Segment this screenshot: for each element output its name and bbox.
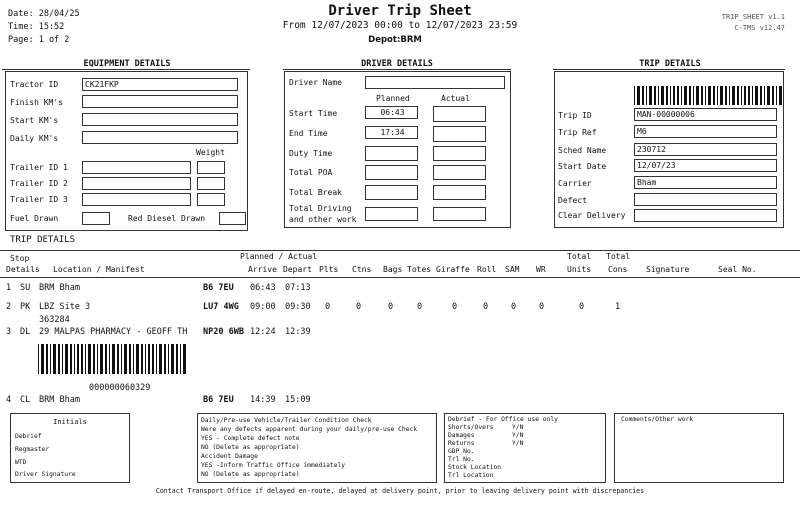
office-damages-value: Y/N	[512, 432, 524, 439]
col-sam: SAM	[505, 265, 520, 274]
check-line-3: YES - Complete defect note	[201, 435, 300, 442]
trailer3-weight-field[interactable]	[197, 193, 225, 206]
depart-time: 09:30	[285, 302, 311, 312]
driving-actual-field[interactable]	[433, 207, 486, 221]
col-seal: Seal No.	[718, 265, 757, 274]
trip-ref-field[interactable]: M6	[634, 125, 777, 138]
defect-field[interactable]	[634, 193, 777, 206]
wr-value: 0	[539, 302, 545, 312]
giraffe-value: 0	[452, 302, 458, 312]
manifest-number: 363284	[39, 315, 70, 325]
trip-barcode	[634, 86, 784, 105]
check-line-6: YES -Inform Traffic Office immediately	[201, 462, 346, 469]
arrive-time: 12:24	[250, 327, 276, 337]
col-bags: Bags	[383, 265, 403, 274]
initials-debrief: Debrief	[15, 433, 42, 440]
trip-ref-label: Trip Ref	[558, 128, 597, 137]
stop-type: CL	[20, 395, 31, 405]
stop-location: BRM Bham	[39, 395, 80, 405]
total-driving-label-1: Total Driving	[289, 204, 352, 213]
col-arrive: Arrive	[248, 265, 277, 274]
total-driving-label-2: and other work	[289, 215, 357, 224]
vehicle-reg: NP20 6WB	[203, 327, 244, 337]
defect-label: Defect	[558, 196, 587, 205]
trailer2-weight-field[interactable]	[197, 177, 225, 190]
col-total-units-2: Units	[567, 265, 592, 274]
office-returns-label: Returns	[448, 440, 475, 447]
stop-location: 29 MALPAS PHARMACY - GEOFF TH	[39, 327, 188, 337]
start-km-label: Start KM's	[10, 116, 59, 125]
depart-time: 15:09	[285, 395, 311, 405]
col-roll: Roll	[477, 265, 497, 274]
units-value: 0	[579, 302, 585, 312]
arrive-time: 09:00	[250, 302, 276, 312]
daily-km-label: Daily KM's	[10, 134, 59, 143]
stop-type: PK	[20, 302, 31, 312]
trip-details-title: TRIP DETAILS	[10, 235, 76, 245]
sched-label: Sched Name	[558, 146, 607, 155]
start-date-field[interactable]: 12/07/23	[634, 159, 777, 172]
initials-wtd: WTD	[15, 459, 27, 466]
initials-regmaster: Regmaster	[15, 446, 50, 453]
tractor-label: Tractor ID	[10, 80, 59, 89]
stop-number: 2	[6, 302, 12, 312]
check-line-4: NO (Delete as appropriate)	[201, 444, 300, 451]
trailer1-field[interactable]	[82, 161, 191, 174]
sam-value: 0	[511, 302, 517, 312]
equipment-title: EQUIPMENT DETAILS	[83, 59, 171, 69]
trailer3-label: Trailer ID 3	[10, 195, 68, 204]
driving-planned-field[interactable]	[365, 207, 418, 221]
col-location: Location / Manifest	[53, 265, 145, 274]
daily-km-field[interactable]	[82, 131, 238, 144]
plts-value: 0	[325, 302, 331, 312]
document-title: Driver Trip Sheet	[328, 3, 472, 19]
col-totes: Totes	[407, 265, 432, 274]
ctns-value: 0	[356, 302, 362, 312]
system-version: C-TMS v12.47	[734, 24, 785, 32]
start-time-label: Start Time	[289, 109, 338, 118]
roll-value: 0	[483, 302, 489, 312]
break-planned-field[interactable]	[365, 185, 418, 200]
sched-field[interactable]: 230712	[634, 143, 777, 156]
duty-actual-field[interactable]	[433, 146, 486, 161]
check-line-5: Accident Damage	[201, 453, 258, 460]
finish-km-field[interactable]	[82, 95, 238, 108]
poa-planned-field[interactable]	[365, 165, 418, 180]
office-stock-location-label: Stock Location	[448, 464, 502, 471]
start-date-label: Start Date	[558, 162, 607, 171]
trailer2-field[interactable]	[82, 177, 191, 190]
depart-time: 07:13	[285, 283, 311, 293]
stop-type: SU	[20, 283, 31, 293]
fuel-label: Fuel Drawn	[10, 214, 59, 223]
check-line-2: Were any defects apparent during your daily/pre-use Check	[201, 426, 418, 433]
col-stop: Stop	[10, 254, 30, 263]
col-total-units-1: Total	[567, 252, 592, 261]
carrier-field[interactable]: Bham	[634, 176, 777, 189]
col-signature: Signature	[646, 265, 690, 274]
trip-id-field[interactable]: MAN-00000006	[634, 108, 777, 121]
red-diesel-field[interactable]	[219, 212, 246, 225]
col-ctns: Ctns	[352, 265, 372, 274]
col-total-cons-1: Total	[606, 252, 631, 261]
comments-box[interactable]	[614, 413, 784, 483]
end-actual-field[interactable]	[433, 126, 486, 142]
driver-title: DRIVER DETAILS	[361, 59, 433, 69]
stop-barcode	[38, 344, 188, 374]
office-shorts-value: Y/N	[512, 424, 524, 431]
comments-title: Comments/Other work	[621, 416, 694, 423]
fuel-field[interactable]	[82, 212, 110, 225]
break-actual-field[interactable]	[433, 185, 486, 200]
col-wr: WR	[536, 265, 546, 274]
office-trl-label: Trl No.	[448, 456, 475, 463]
stop-number: 1	[6, 283, 12, 293]
office-returns-value: Y/N	[512, 440, 524, 447]
finish-km-label: Finish KM's	[10, 98, 63, 107]
footer-note: Contact Transport Office if delayed en-route, delayed at delivery point, prior to leaving delivery point with discrepancies	[155, 487, 645, 495]
tractor-id-field[interactable]: CK21FKP	[82, 78, 238, 91]
col-plts: Plts	[319, 265, 339, 274]
date-range: From 12/07/2023 00:00 to 12/07/2023 23:59	[282, 20, 518, 31]
vehicle-reg: B6 7EU	[203, 283, 234, 293]
check-line-7: NO (Delete as appropriate)	[201, 471, 300, 478]
depart-time: 12:39	[285, 327, 311, 337]
vehicle-reg: LU7 4WG	[203, 302, 239, 312]
driver-name-label: Driver Name	[289, 78, 342, 87]
trip-id-label: Trip ID	[558, 111, 592, 120]
office-gdp-label: GDP No.	[448, 448, 475, 455]
clear-delivery-label: Clear Delivery	[558, 211, 626, 220]
depot: Depot:BRM	[368, 35, 422, 45]
clear-delivery-field[interactable]	[634, 209, 777, 222]
initials-driver-signature: Driver Signature	[15, 471, 76, 478]
duty-time-label: Duty Time	[289, 149, 333, 158]
stop-type: DL	[20, 327, 31, 337]
stop-number: 4	[6, 395, 12, 405]
stop-location: BRM Bham	[39, 283, 80, 293]
page-number: Page: 1 of 2	[8, 35, 70, 45]
col-total-cons-2: Cons	[608, 265, 628, 274]
initials-title: Initials	[53, 418, 87, 426]
form-id: TRIP_SHEET v1.1	[721, 13, 785, 21]
trailer3-field[interactable]	[82, 193, 191, 206]
arrive-time: 14:39	[250, 395, 276, 405]
start-km-field[interactable]	[82, 113, 238, 126]
office-use-box	[444, 413, 606, 483]
initials-box	[10, 413, 130, 483]
check-line-1: Daily/Pre-use Vehicle/Trailer Condition Check	[201, 417, 372, 424]
arrive-time: 06:43	[250, 283, 276, 293]
vehicle-reg: B6 7EU	[203, 395, 234, 405]
totes-value: 0	[417, 302, 423, 312]
print-time: Time: 15:52	[8, 22, 65, 32]
planned-label: Planned	[376, 94, 410, 103]
driver-name-field[interactable]	[365, 76, 505, 89]
actual-label: Actual	[441, 94, 470, 103]
total-poa-label: Total POA	[289, 168, 333, 177]
total-break-label: Total Break	[289, 188, 342, 197]
bags-value: 0	[388, 302, 394, 312]
col-planned-actual: Planned / Actual	[240, 252, 318, 261]
start-actual-field[interactable]	[433, 106, 486, 122]
poa-actual-field[interactable]	[433, 165, 486, 180]
stop-number: 3	[6, 327, 12, 337]
carrier-label: Carrier	[558, 179, 592, 188]
col-details: Details	[6, 265, 40, 274]
weight-label: Weight	[196, 148, 225, 157]
office-trl-location-label: Trl Location	[448, 472, 494, 479]
print-date: Date: 28/04/25	[8, 9, 80, 19]
red-diesel-label: Red Diesel Drawn	[128, 214, 206, 223]
trip-title: TRIP DETAILS	[639, 59, 701, 69]
condition-check-box	[197, 413, 437, 483]
col-giraffe: Giraffe	[436, 265, 470, 274]
duty-planned-field[interactable]	[365, 146, 418, 161]
trailer1-label: Trailer ID 1	[10, 163, 68, 172]
office-damages-label: Damages	[448, 432, 475, 439]
trailer1-weight-field[interactable]	[197, 161, 225, 174]
stop-location: LBZ Site 3	[39, 302, 91, 312]
col-depart: Depart	[283, 265, 312, 274]
end-planned-field[interactable]: 17:34	[365, 126, 418, 139]
barcode-number: 000000060329	[89, 383, 151, 393]
trailer2-label: Trailer ID 2	[10, 179, 68, 188]
end-time-label: End Time	[289, 129, 328, 138]
office-shorts-label: Shorts/Overs	[448, 424, 494, 431]
office-title: Debrief - For Office use only	[448, 416, 558, 423]
cons-value: 1	[615, 302, 621, 312]
start-planned-field[interactable]: 06:43	[365, 106, 418, 119]
